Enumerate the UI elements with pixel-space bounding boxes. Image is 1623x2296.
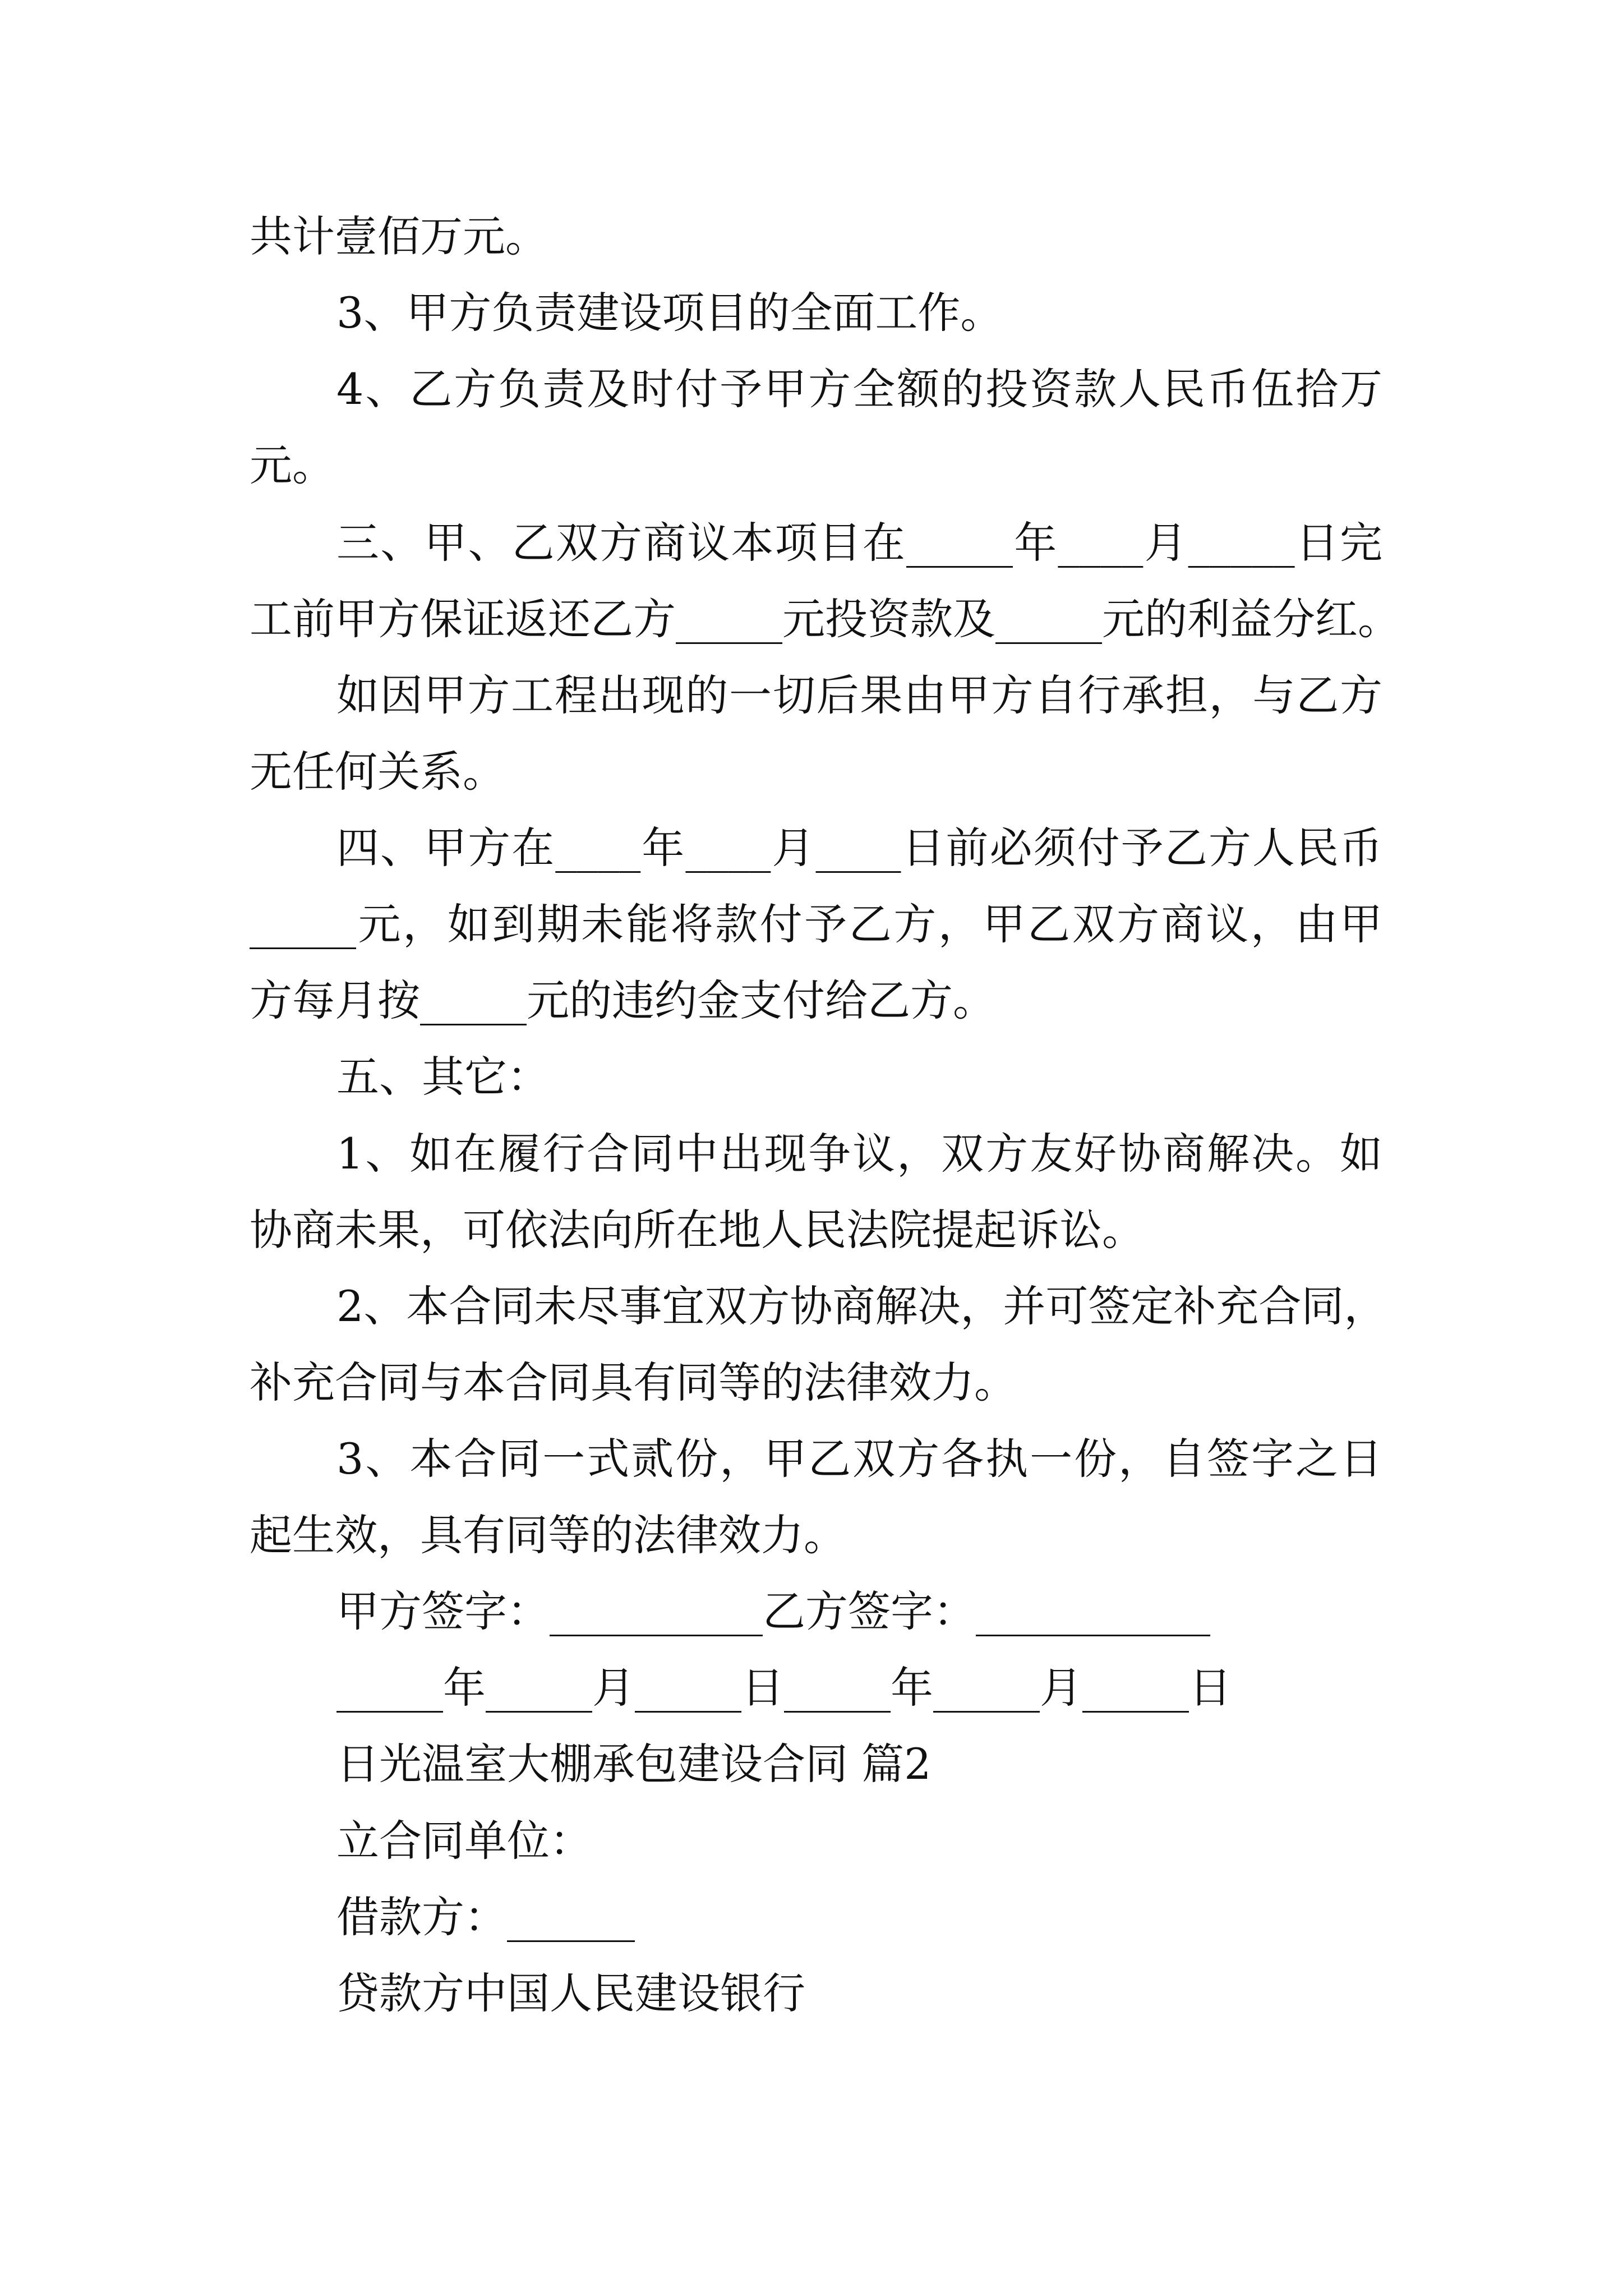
- text-line-18: 起生效，具有同等的法律效力。: [250, 1510, 846, 1560]
- text-line-23: 借款方：______: [336, 1892, 635, 1942]
- date-line: _____年_____月_____日_____年_____月_____日: [336, 1663, 1232, 1713]
- text-line-2: 3、甲方负责建设项目的全面工作。: [336, 288, 1003, 338]
- text-line-22: 立合同单位：: [336, 1816, 592, 1866]
- text-line-8: 无任何关系。: [250, 747, 505, 797]
- text-line-7: 如因甲方工程出现的一切后果由甲方自行承担，与乙方: [336, 670, 1382, 720]
- text-line-16: 补充合同与本合同具有同等的法律效力。: [250, 1358, 1017, 1407]
- text-line-1: 共计壹佰万元。: [250, 211, 548, 261]
- text-line-17: 3、本合同一式贰份，甲乙双方各执一份，自签字之日: [336, 1434, 1382, 1484]
- text-line-5: 三、甲、乙双方商议本项目在_____年____月_____日完: [336, 518, 1382, 568]
- text-line-15: 2、本合同未尽事宜双方协商解决，并可签定补充合同，: [336, 1281, 1387, 1331]
- text-line-9: 四、甲方在____年____月____日前必须付予乙方人民币: [336, 823, 1382, 873]
- signature-line: 甲方签字：__________乙方签字：___________: [336, 1586, 1210, 1636]
- text-line-6: 工前甲方保证返还乙方_____元投资款及_____元的利益分红。: [250, 594, 1400, 644]
- text-line-14: 协商未果，可依法向所在地人民法院提起诉讼。: [250, 1205, 1145, 1255]
- text-line-3: 4、乙方负责及时付予甲方全额的投资款人民币伍拾万: [336, 364, 1382, 414]
- text-line-12: 五、其它：: [336, 1052, 550, 1102]
- text-line-4: 元。: [250, 440, 335, 490]
- text-line-11: 方每月按_____元的违约金支付给乙方。: [250, 976, 995, 1025]
- text-line-24: 贷款方中国人民建设银行: [336, 1968, 805, 2018]
- section-heading: 日光温室大棚承包建设合同 篇2: [336, 1739, 932, 1789]
- text-line-13: 1、如在履行合同中出现争议，双方友好协商解决。如: [336, 1129, 1382, 1179]
- text-line-10: _____元，如到期未能将款付予乙方，甲乙双方商议，由甲: [250, 899, 1382, 949]
